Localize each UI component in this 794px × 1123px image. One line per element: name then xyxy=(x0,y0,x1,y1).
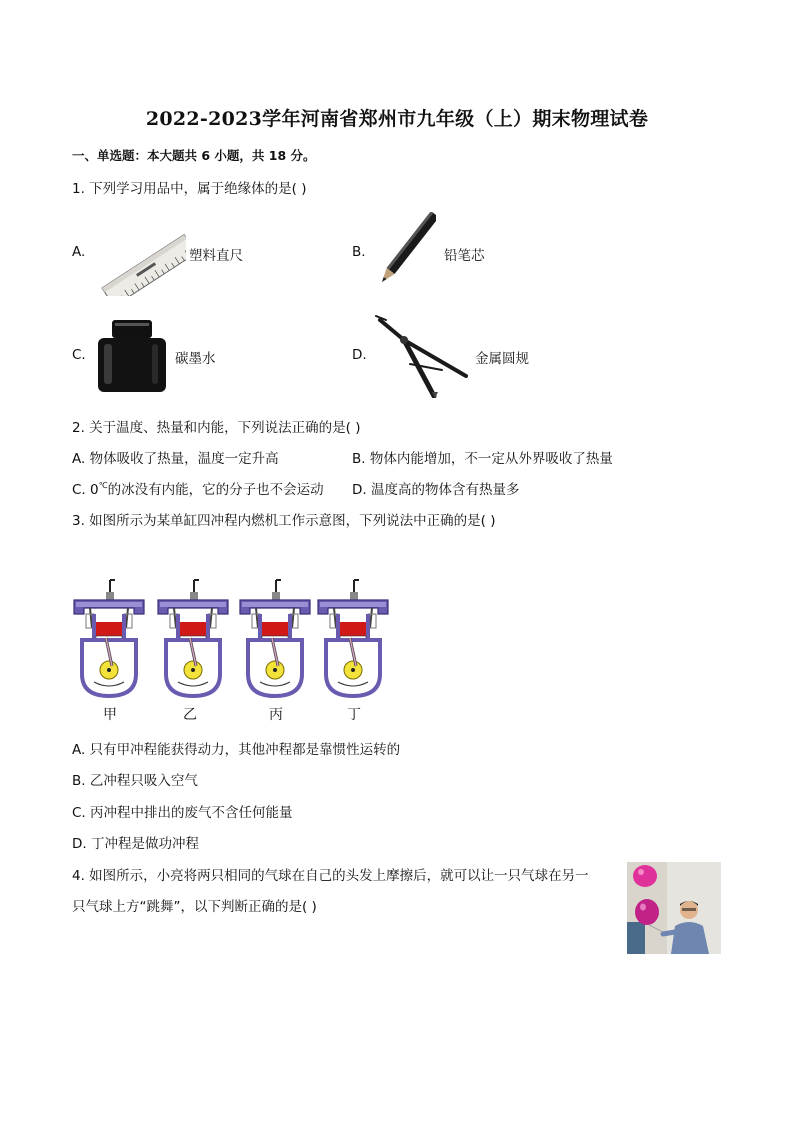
q2-stem: 2. 关于温度、热量和内能，下列说法正确的是( ) xyxy=(72,420,361,436)
q2-option-b: B. 物体内能增加，不一定从外界吸收了热量 xyxy=(352,451,613,467)
q1-option-a-label: 塑料直尺 xyxy=(189,248,243,264)
engine-label-jia: 甲 xyxy=(103,707,117,723)
q3-stem: 3. 如图所示为某单缸四冲程内燃机工作示意图，下列说法中正确的是( ) xyxy=(72,513,496,529)
engine-label-yi: 乙 xyxy=(183,707,197,723)
q1-option-a-letter: A. xyxy=(72,244,86,260)
q1-option-c-label: 碳墨水 xyxy=(175,351,216,367)
q1-option-b-label: 铅笔芯 xyxy=(444,248,485,264)
exam-title: 2022-2023学年河南省郑州市九年级（上）期末物理试卷 xyxy=(145,108,649,130)
q1-option-d-letter: D. xyxy=(352,347,367,363)
q2-option-a: A. 物体吸收了热量，温度一定升高 xyxy=(72,451,279,467)
engine-label-ding: 丁 xyxy=(347,707,361,723)
q1-option-d-label: 金属圆规 xyxy=(475,351,529,367)
compass-icon xyxy=(374,314,470,402)
ruler-icon xyxy=(96,208,186,300)
q2-option-c-text: 的冰没有内能，它的分子也不会运动 xyxy=(107,482,324,498)
section-heading: 一、单选题：本大题共 6 小题，共 18 分。 xyxy=(72,148,316,163)
q2-option-d: D. 温度高的物体含有热量多 xyxy=(352,482,520,498)
q3-option-c: C. 丙冲程中排出的废气不含任何能量 xyxy=(72,805,293,821)
q3-option-d: D. 丁冲程是做功冲程 xyxy=(72,836,199,852)
q4-stem-line1: 4. 如图所示，小亮将两只相同的气球在自己的头发上摩擦后，就可以让一只气球在另一 xyxy=(72,868,589,884)
q2-option-c-prefix: C. 0 xyxy=(72,482,99,498)
q3-option-a: A. 只有甲冲程能获得动力，其他冲程都是靠惯性运转的 xyxy=(72,742,401,758)
q3-option-b: B. 乙冲程只吸入空气 xyxy=(72,773,198,789)
balloon-photo xyxy=(627,862,721,958)
celsius-unit: ℃ xyxy=(98,481,108,490)
q1-option-c-letter: C. xyxy=(72,347,86,363)
q2-option-c xyxy=(72,478,324,498)
q1-option-b-letter: B. xyxy=(352,244,366,260)
engine-label-bing: 丙 xyxy=(269,707,283,723)
pencil-icon xyxy=(376,212,436,292)
engine-diagram xyxy=(72,578,402,704)
ink-bottle-icon xyxy=(96,318,168,398)
q4-stem-line2: 只气球上方“跳舞”，以下判断正确的是( ) xyxy=(72,899,317,915)
q1-stem: 1. 下列学习用品中，属于绝缘体的是( ) xyxy=(72,181,307,197)
